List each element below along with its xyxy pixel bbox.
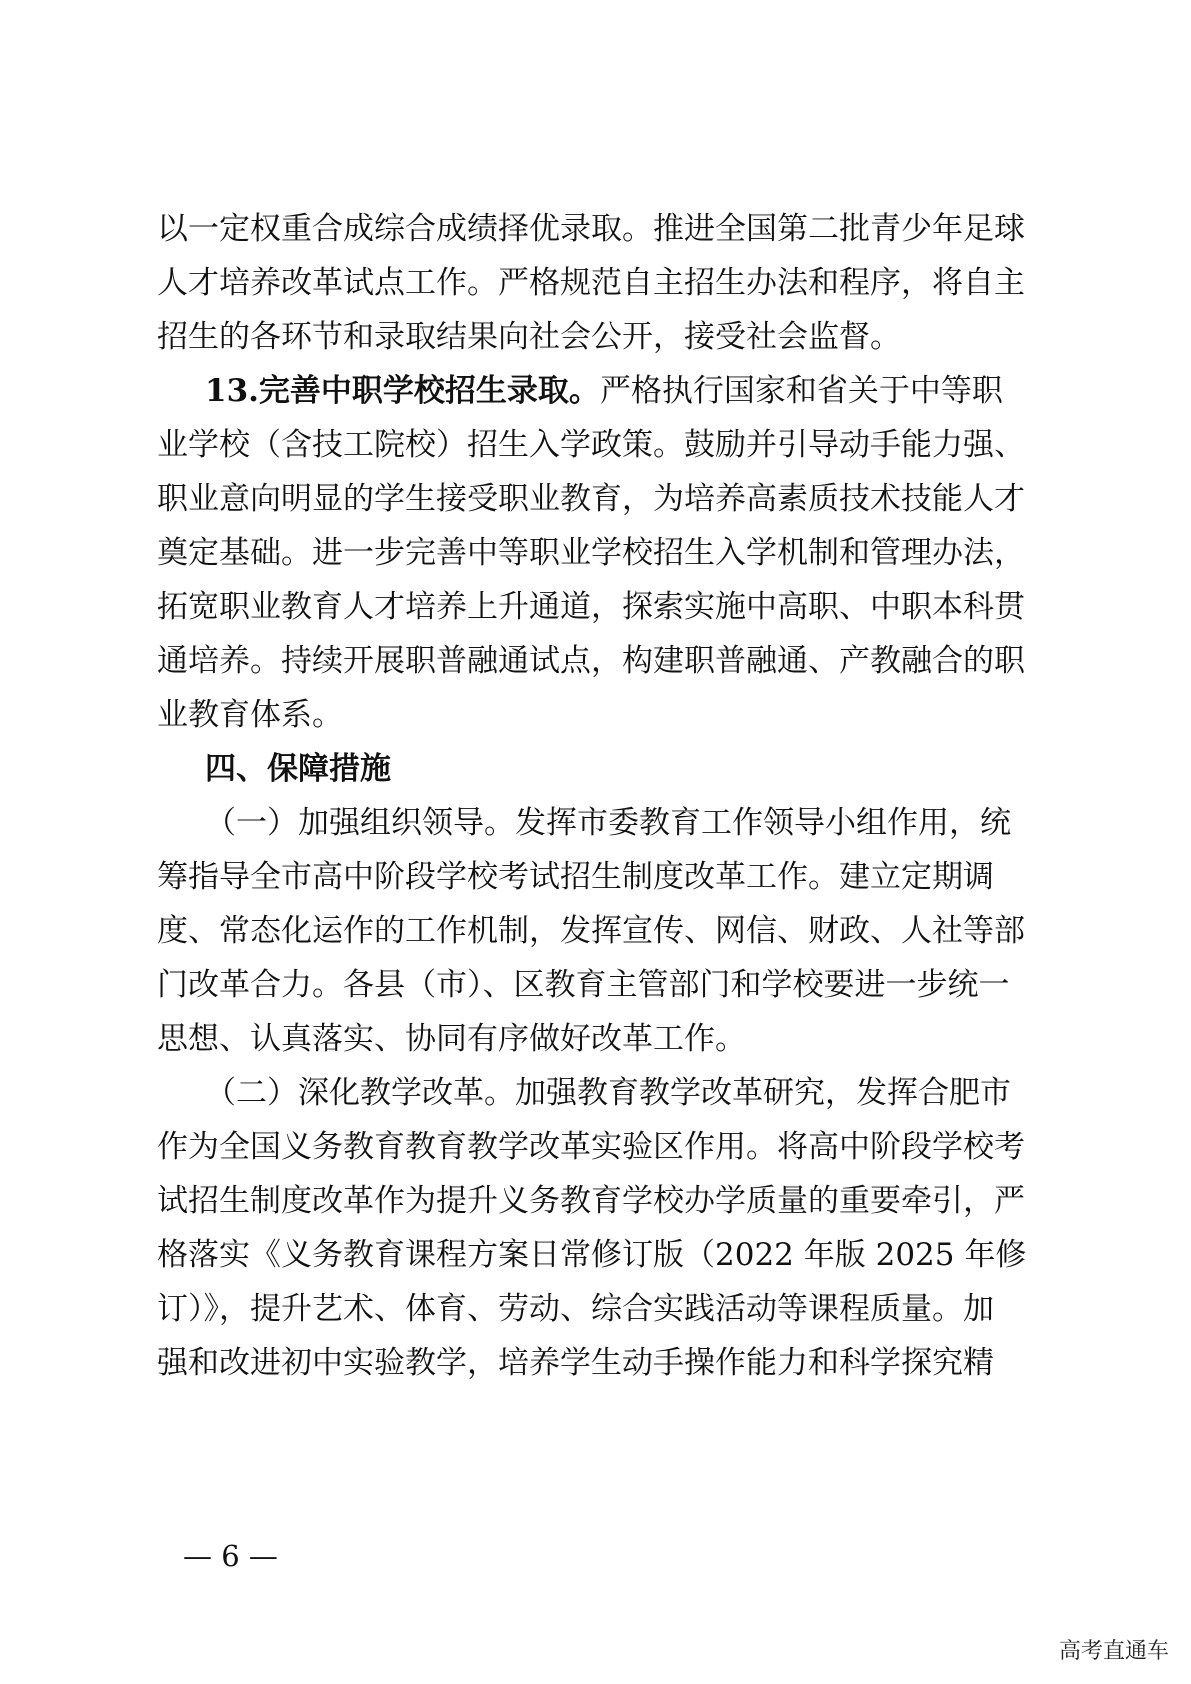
text-line: 以一定权重合成综合成绩择优录取。推进全国第二批青少年足球 <box>157 211 1025 247</box>
text-line: 订）》，提升艺术、体育、劳动、综合实践活动等课程质量。加 <box>157 1291 994 1327</box>
text-line: 门改革合力。各县（市）、区教育主管部门和学校要进一步统一 <box>157 967 1010 1003</box>
text-line: 试招生制度改革作为提升义务教育学校办学质量的重要牵引，严 <box>157 1183 1025 1219</box>
item-13-first-line-rest: 严格执行国家和省关于中等职 <box>599 373 1003 409</box>
text-line: 职业意向明显的学生接受职业教育，为培养高素质技术技能人才 <box>157 481 1025 517</box>
text-line: 业教育体系。 <box>157 697 343 733</box>
text-line: （一）加强组织领导。发挥市委教育工作领导小组作用，统 <box>205 805 1011 841</box>
page-number: — 6 — <box>183 1539 278 1573</box>
text-line: 拓宽职业教育人才培养上升通道，探索实施中高职、中职本科贯 <box>157 589 1025 625</box>
text-line: 思想、认真落实、协同有序做好改革工作。 <box>157 1021 746 1057</box>
text-line: 招生的各环节和录取结果向社会公开，接受社会监督。 <box>157 319 901 355</box>
watermark: 高考直通车 <box>1058 1639 1169 1664</box>
text-line: 作为全国义务教育教育教学改革实验区作用。将高中阶段学校考 <box>157 1129 1025 1165</box>
text-line: 格落实《义务教育课程方案日常修订版（2022 年版 2025 年修 <box>157 1237 1027 1273</box>
text-line: 业学校（含技工院校）招生入学政策。鼓励并引导动手能力强、 <box>157 427 1025 463</box>
text-line: 奠定基础。进一步完善中等职业学校招生入学机制和管理办法， <box>157 535 1025 571</box>
text-line: 人才培养改革试点工作。严格规范自主招生办法和程序，将自主 <box>157 265 1025 301</box>
text-line: 度、常态化运作的工作机制，发挥宣传、网信、财政、人社等部 <box>157 913 1025 949</box>
item-13-heading: 13.完善中职学校招生录取。 <box>205 373 600 409</box>
text-line: 强和改进初中实验教学，培养学生动手操作能力和科学探究精 <box>157 1345 994 1381</box>
text-line: （二）深化教学改革。加强教育教学改革研究，发挥合肥市 <box>205 1075 1011 1111</box>
text-line: 筹指导全市高中阶段学校考试招生制度改革工作。建立定期调 <box>157 859 994 895</box>
text-line: 通培养。持续开展职普融通试点，构建职普融通、产教融合的职 <box>157 643 1025 679</box>
section-heading: 四、保障措施 <box>205 751 391 787</box>
item-13-first-line <box>205 371 1003 411</box>
